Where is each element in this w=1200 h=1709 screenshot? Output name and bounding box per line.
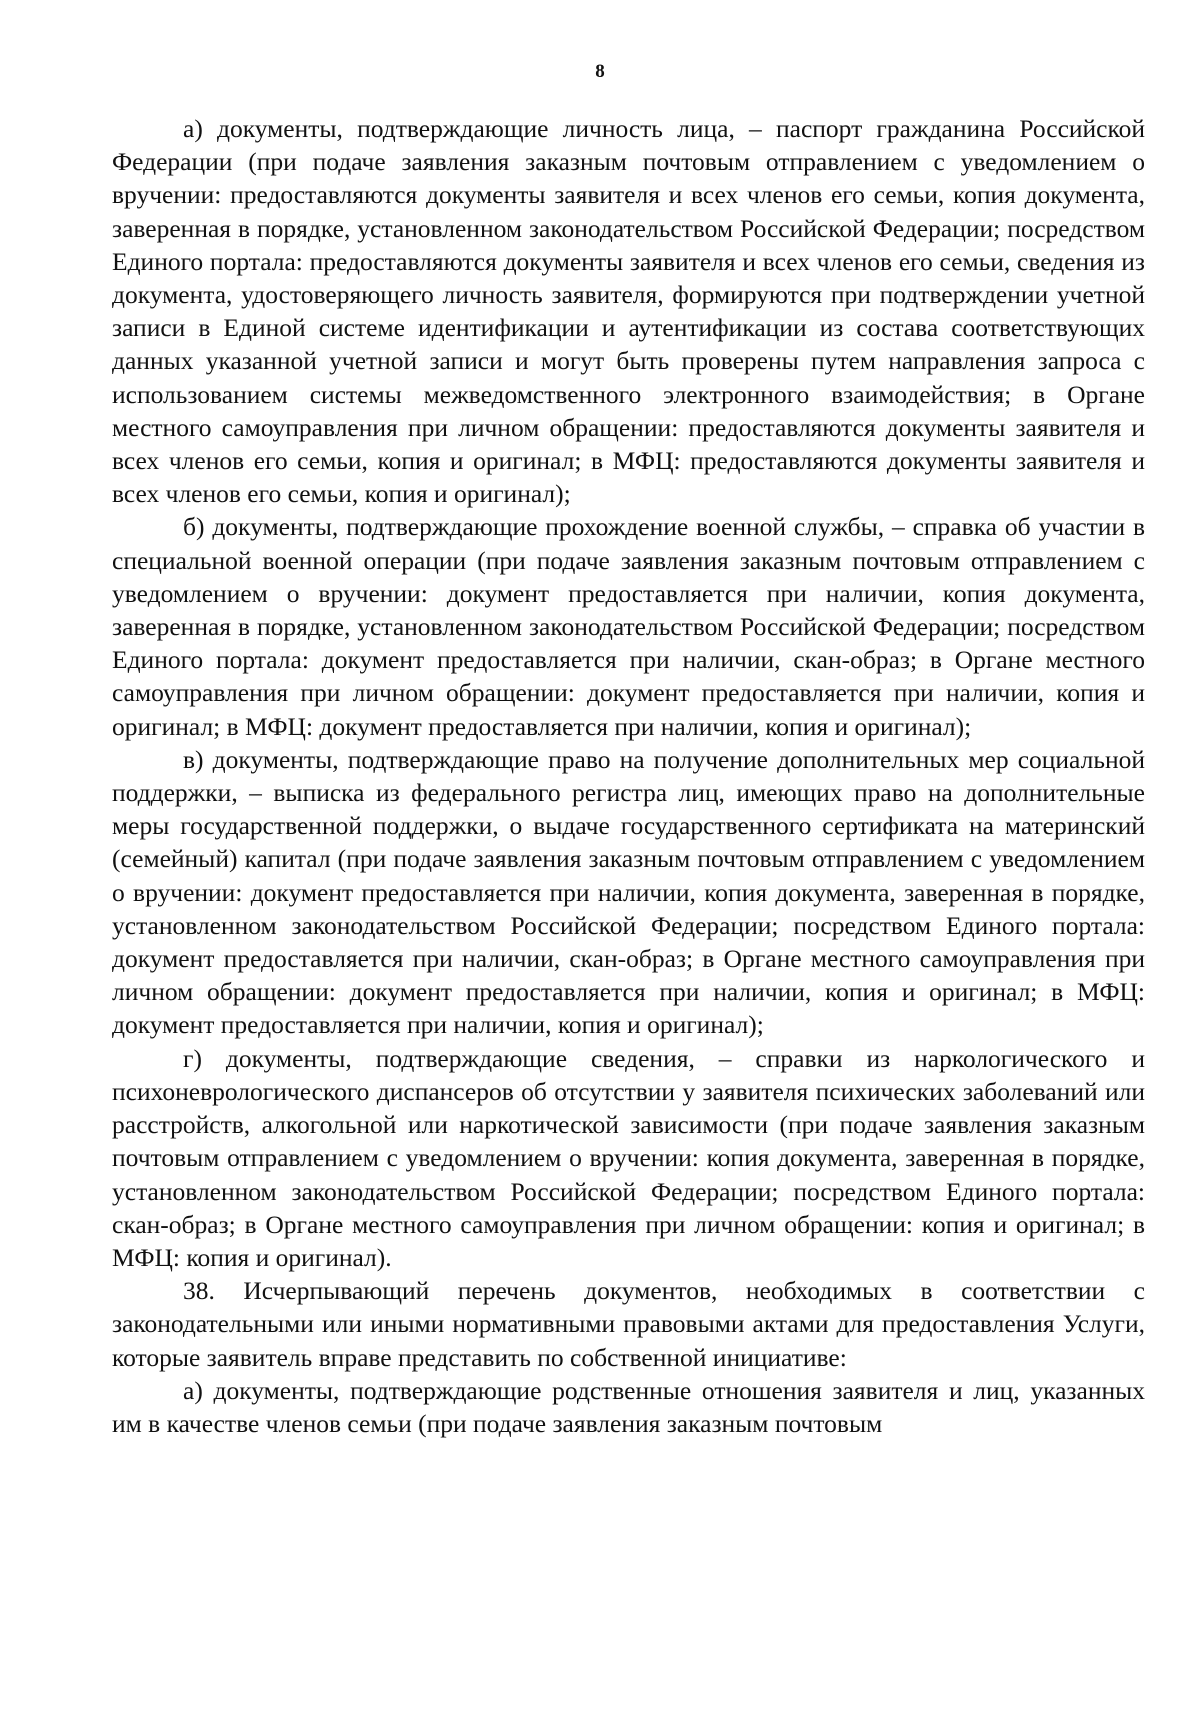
paragraph-family-relationship-documents: а) документы, подтверждающие родственные отношения заявителя и лиц, указанных им в качестве членов семьи (при подаче заявления заказным почтовым bbox=[112, 1375, 1145, 1438]
paragraph-medical-certificates: г) документы, подтверждающие сведения, – справки из наркологического и психоневрологического диспансеров об отсутствии у заявителя психических заболеваний или расстройств, алкогольной или наркотической зависимости (при подаче заявления заказным почтовым отправлением с уведомлением о вручении: копия документа, заверенная в порядке, установленном законодательством Российской Федерации; посредством Единого портала: скан-образ; в Органе местного самоуправления при личном обращении: копия и оригинал; в МФЦ: копия и оригинал). bbox=[112, 1043, 1145, 1272]
paragraph-social-support-documents: в) документы, подтверждающие право на получение дополнительных мер социальной поддержки, – выписка из федерального регистра лиц, имеющих право на дополнительные меры государственной поддержки, о выдаче государственного сертификата на материнский (семейный) капитал (при подаче заявления заказным почтовым отправлением с уведомлением о вручении: документ предоставляется при наличии, копия документа, заверенная в порядке, установленном законодательством Российской Федерации; посредством Единого портала: документ предоставляется при наличии, скан-образ; в Органе местного самоуправления при личном обращении: документ предоставляется при наличии, копия и оригинал; в МФЦ: документ предоставляется при наличии, копия и оригинал); bbox=[112, 744, 1145, 1040]
paragraph-military-service-documents: б) документы, подтверждающие прохождение военной службы, – справка об участии в специальной военной операции (при подаче заявления заказным почтовым отправлением с уведомлением о вручении: документ предоставляется при наличии, копия документа, заверенная в порядке, установленном законодательством Российской Федерации; посредством Единого портала: документ предоставляется при наличии, скан-образ; в Органе местного самоуправления при личном обращении: документ предоставляется при наличии, копия и оригинал; в МФЦ: документ предоставляется при наличии, копия и оригинал); bbox=[112, 512, 1145, 741]
document-body bbox=[112, 112, 1145, 1440]
paragraph-item-38: 38. Исчерпывающий перечень документов, необходимых в соответствии с законодательными или иными нормативными правовыми актами для предоставления Услуги, которые заявитель вправе представить по собственной инициативе: bbox=[112, 1276, 1145, 1372]
page-number: 8 bbox=[595, 61, 605, 82]
paragraph-identity-documents: а) документы, подтверждающие личность лица, – паспорт гражданина Российской Федерации (при подаче заявления заказным почтовым отправлением с уведомлением о вручении: предоставляются документы заявителя и всех членов его семьи, копия документа, заверенная в порядке, установленном законодательством Российской Федерации; посредством Единого портала: предоставляются документы заявителя и всех членов его семьи, сведения из документа, удостоверяющего личность заявителя, формируются при подтверждении учетной записи в Единой системе идентификации и аутентификации из состава соответствующих данных указанной учетной записи и могут быть проверены путем направления запроса с использованием системы межведомственного электронного взаимодействия; в Органе местного самоуправления при личном обращении: предоставляются документы заявителя и всех членов его семьи, копия и оригинал; в МФЦ: предоставляются документы заявителя и всех членов его семьи, копия и оригинал); bbox=[112, 114, 1145, 509]
